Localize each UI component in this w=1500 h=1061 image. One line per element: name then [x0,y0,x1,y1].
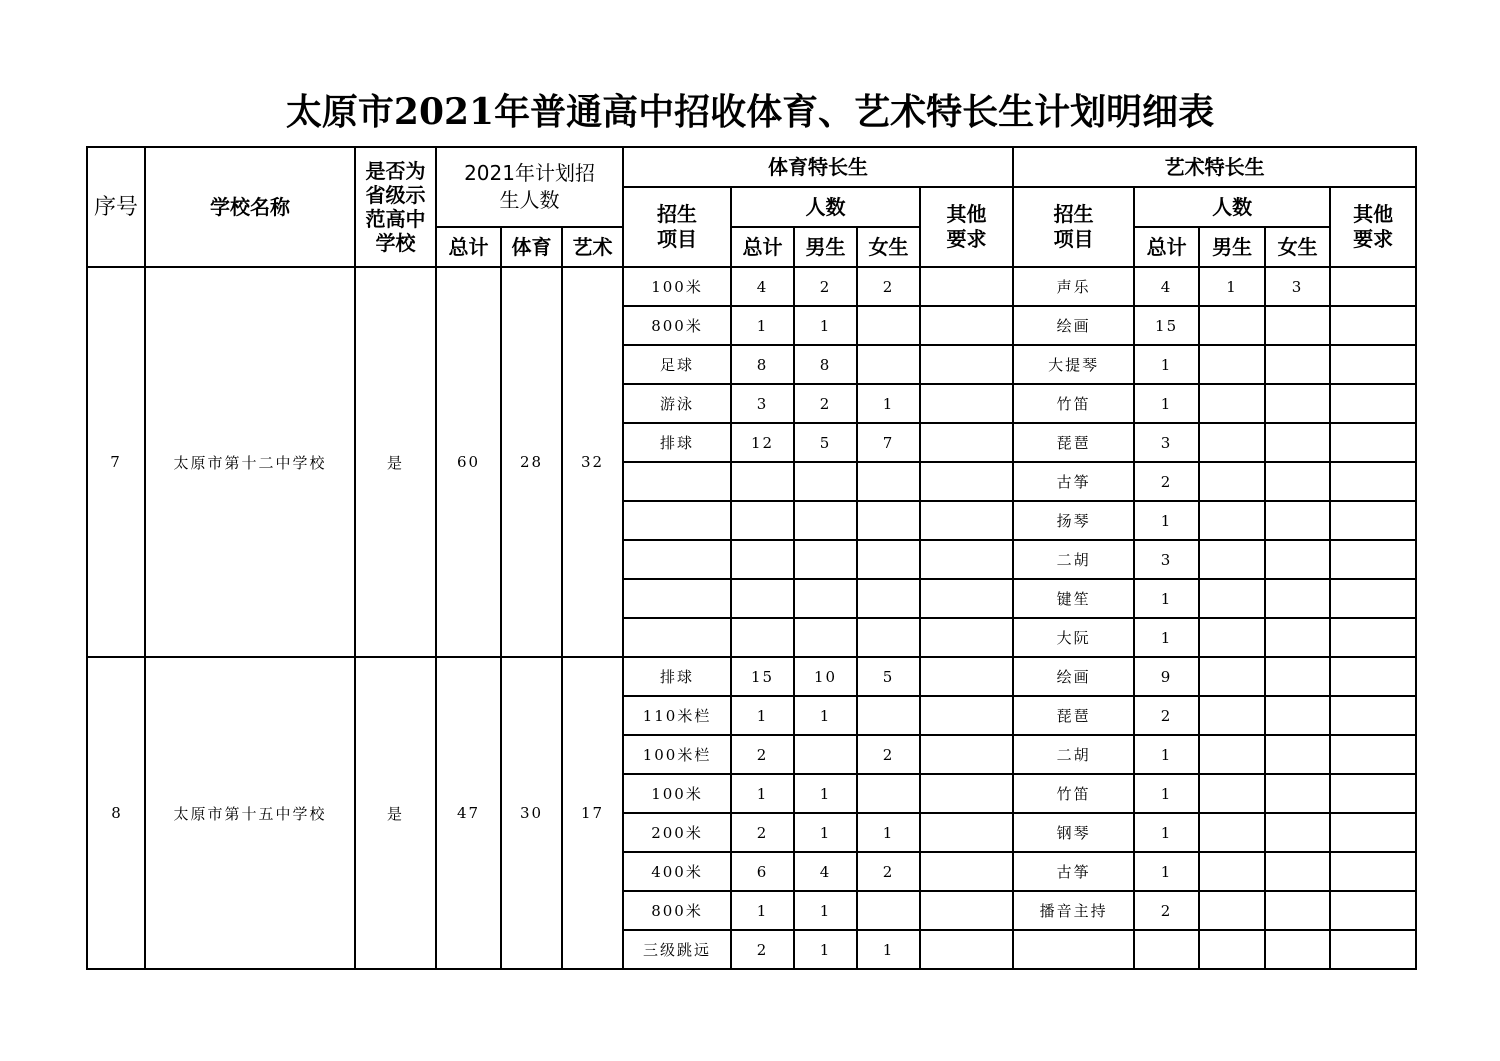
table-row [87,657,1416,696]
art-total: 4 [1134,267,1199,306]
art-male [1199,345,1265,384]
header-plan-total: 总计 [436,227,501,267]
sport-other [920,540,1013,579]
sport-male [794,618,857,657]
art-other [1330,813,1416,852]
header-art-item [1013,187,1134,267]
sport-other [920,735,1013,774]
sport-item: 排球 [623,423,731,462]
art-female [1265,813,1330,852]
art-item: 竹笛 [1013,774,1134,813]
sport-other [920,657,1013,696]
art-male [1199,774,1265,813]
art-total: 1 [1134,579,1199,618]
art-other [1330,462,1416,501]
header-plan [436,147,623,227]
art-other [1330,657,1416,696]
header-sport-item-label: 招生项目 [657,202,698,251]
art-total: 3 [1134,423,1199,462]
sport-female: 2 [857,267,920,306]
art-male [1199,540,1265,579]
sport-total: 1 [731,696,794,735]
sport-male: 1 [794,774,857,813]
art-total: 1 [1134,735,1199,774]
art-female [1265,579,1330,618]
art-total: 1 [1134,813,1199,852]
header-plan-art: 艺术 [562,227,623,267]
art-total: 3 [1134,540,1199,579]
sport-male: 2 [794,384,857,423]
art-item: 琵琶 [1013,423,1134,462]
sport-item: 足球 [623,345,731,384]
art-item: 竹笛 [1013,384,1134,423]
art-male [1199,501,1265,540]
sport-female [857,540,920,579]
sport-female: 1 [857,384,920,423]
sport-other [920,423,1013,462]
art-item: 扬琴 [1013,501,1134,540]
art-male [1199,813,1265,852]
sport-item: 800米 [623,306,731,345]
art-item: 二胡 [1013,540,1134,579]
sport-total: 4 [731,267,794,306]
sport-other [920,774,1013,813]
art-total: 1 [1134,618,1199,657]
sport-total: 12 [731,423,794,462]
art-female [1265,852,1330,891]
sport-item [623,618,731,657]
sport-item: 100米栏 [623,735,731,774]
header-sport-total: 总计 [731,227,794,267]
sport-female [857,501,920,540]
art-item: 大提琴 [1013,345,1134,384]
art-item: 钢琴 [1013,813,1134,852]
art-item: 声乐 [1013,267,1134,306]
sport-total: 15 [731,657,794,696]
sport-male: 4 [794,852,857,891]
sport-other [920,345,1013,384]
header-plan-label: 2021年计划招生人数 [464,161,595,212]
school-model: 是 [355,267,436,657]
art-total: 2 [1134,891,1199,930]
sport-other [920,501,1013,540]
sport-item [623,501,731,540]
art-other [1330,852,1416,891]
art-female: 3 [1265,267,1330,306]
header-art-other-label: 其他要求 [1353,202,1394,251]
art-other [1330,384,1416,423]
header-art-total: 总计 [1134,227,1199,267]
sport-item [623,462,731,501]
header-sport-other [920,187,1013,267]
sport-total [731,501,794,540]
art-male [1199,618,1265,657]
sport-male: 8 [794,345,857,384]
school-name: 太原市第十五中学校 [145,657,355,969]
header-model: 是否为省级示范高中学校 [355,147,436,267]
sport-female: 2 [857,735,920,774]
sport-item: 100米 [623,774,731,813]
art-other [1330,423,1416,462]
art-total: 1 [1134,774,1199,813]
header-art-other [1330,187,1416,267]
sport-male: 10 [794,657,857,696]
sport-male [794,735,857,774]
art-female [1265,618,1330,657]
header-art-male: 男生 [1199,227,1265,267]
sport-female [857,345,920,384]
art-other [1330,618,1416,657]
sport-item: 100米 [623,267,731,306]
sport-total: 1 [731,306,794,345]
header-art-item-label: 招生项目 [1053,202,1094,251]
sport-male: 1 [794,306,857,345]
art-female [1265,306,1330,345]
sport-total: 3 [731,384,794,423]
plan-art: 17 [562,657,623,969]
sport-total [731,618,794,657]
art-total: 1 [1134,345,1199,384]
header-seq: 序号 [87,147,145,267]
art-female [1265,930,1330,969]
plan-total: 47 [436,657,501,969]
sport-female: 1 [857,813,920,852]
art-female [1265,423,1330,462]
sport-total: 2 [731,735,794,774]
sport-other [920,891,1013,930]
sport-other [920,384,1013,423]
sport-item: 三级跳远 [623,930,731,969]
sport-item: 110米栏 [623,696,731,735]
sport-other [920,852,1013,891]
header-sport-item [623,187,731,267]
sport-total [731,540,794,579]
plan-sport: 28 [501,267,562,657]
art-total: 2 [1134,462,1199,501]
sport-other [920,579,1013,618]
plan-sport: 30 [501,657,562,969]
art-female [1265,774,1330,813]
sport-total: 6 [731,852,794,891]
art-other [1330,579,1416,618]
art-female [1265,696,1330,735]
sport-total [731,579,794,618]
art-total: 9 [1134,657,1199,696]
header-art-group: 艺术特长生 [1013,147,1416,187]
sport-total: 1 [731,774,794,813]
sport-female [857,462,920,501]
sport-male: 1 [794,813,857,852]
sport-total: 2 [731,813,794,852]
header-art-count: 人数 [1134,187,1330,227]
plan-total: 60 [436,267,501,657]
art-female [1265,501,1330,540]
art-female [1265,735,1330,774]
art-male [1199,891,1265,930]
header-sport-count: 人数 [731,187,920,227]
art-other [1330,540,1416,579]
art-male [1199,735,1265,774]
art-item: 古筝 [1013,852,1134,891]
sport-female [857,696,920,735]
school-model: 是 [355,657,436,969]
art-item: 大阮 [1013,618,1134,657]
table-body [87,267,1416,969]
sport-other [920,930,1013,969]
art-other [1330,345,1416,384]
school-seq: 8 [87,657,145,969]
sport-other [920,267,1013,306]
sport-female: 7 [857,423,920,462]
art-female [1265,657,1330,696]
art-male [1199,384,1265,423]
sport-other [920,306,1013,345]
art-item: 琵琶 [1013,696,1134,735]
header-plan-sport: 体育 [501,227,562,267]
art-female [1265,540,1330,579]
page-title: 太原市2021年普通高中招收体育、艺术特长生计划明细表 [285,91,1215,133]
art-male [1199,306,1265,345]
plan-table [86,146,1417,970]
art-item: 绘画 [1013,657,1134,696]
art-item: 绘画 [1013,306,1134,345]
sport-other [920,813,1013,852]
sport-male [794,579,857,618]
header-sport-group: 体育特长生 [623,147,1013,187]
school-seq: 7 [87,267,145,657]
sport-male [794,462,857,501]
sport-item: 排球 [623,657,731,696]
header-sport-other-label: 其他要求 [946,202,987,251]
art-other [1330,891,1416,930]
art-male [1199,930,1265,969]
art-total: 2 [1134,696,1199,735]
art-item: 二胡 [1013,735,1134,774]
header-art-female: 女生 [1265,227,1330,267]
art-item [1013,930,1134,969]
header-school: 学校名称 [145,147,355,267]
sport-female: 2 [857,852,920,891]
art-total: 1 [1134,501,1199,540]
art-total: 1 [1134,852,1199,891]
art-female [1265,891,1330,930]
sport-other [920,696,1013,735]
sport-female [857,618,920,657]
sport-other [920,462,1013,501]
art-other [1330,267,1416,306]
art-item: 键笙 [1013,579,1134,618]
sport-female: 5 [857,657,920,696]
school-name: 太原市第十二中学校 [145,267,355,657]
art-male [1199,696,1265,735]
header-sport-male: 男生 [794,227,857,267]
sport-total: 2 [731,930,794,969]
art-male [1199,579,1265,618]
sport-male: 5 [794,423,857,462]
art-male [1199,462,1265,501]
sport-total: 1 [731,891,794,930]
sport-male: 1 [794,696,857,735]
sport-item: 200米 [623,813,731,852]
sport-item: 游泳 [623,384,731,423]
art-item: 播音主持 [1013,891,1134,930]
art-total: 1 [1134,384,1199,423]
art-total [1134,930,1199,969]
art-male [1199,423,1265,462]
art-male [1199,852,1265,891]
art-item: 古筝 [1013,462,1134,501]
sport-item: 400米 [623,852,731,891]
art-male [1199,657,1265,696]
sport-other [920,618,1013,657]
table-row [87,267,1416,306]
art-male: 1 [1199,267,1265,306]
sport-item: 800米 [623,891,731,930]
art-female [1265,462,1330,501]
art-total: 15 [1134,306,1199,345]
sport-total [731,462,794,501]
art-female [1265,384,1330,423]
art-other [1330,930,1416,969]
art-other [1330,735,1416,774]
sport-item [623,540,731,579]
art-other [1330,696,1416,735]
sport-female [857,306,920,345]
art-other [1330,306,1416,345]
sport-male: 1 [794,891,857,930]
sport-female [857,774,920,813]
sport-male: 1 [794,930,857,969]
sport-female [857,891,920,930]
sport-male: 2 [794,267,857,306]
header-sport-female: 女生 [857,227,920,267]
sport-item [623,579,731,618]
art-female [1265,345,1330,384]
sport-male [794,540,857,579]
sport-female [857,579,920,618]
sport-male [794,501,857,540]
art-other [1330,774,1416,813]
art-other [1330,501,1416,540]
sport-total: 8 [731,345,794,384]
sport-female: 1 [857,930,920,969]
plan-art: 32 [562,267,623,657]
